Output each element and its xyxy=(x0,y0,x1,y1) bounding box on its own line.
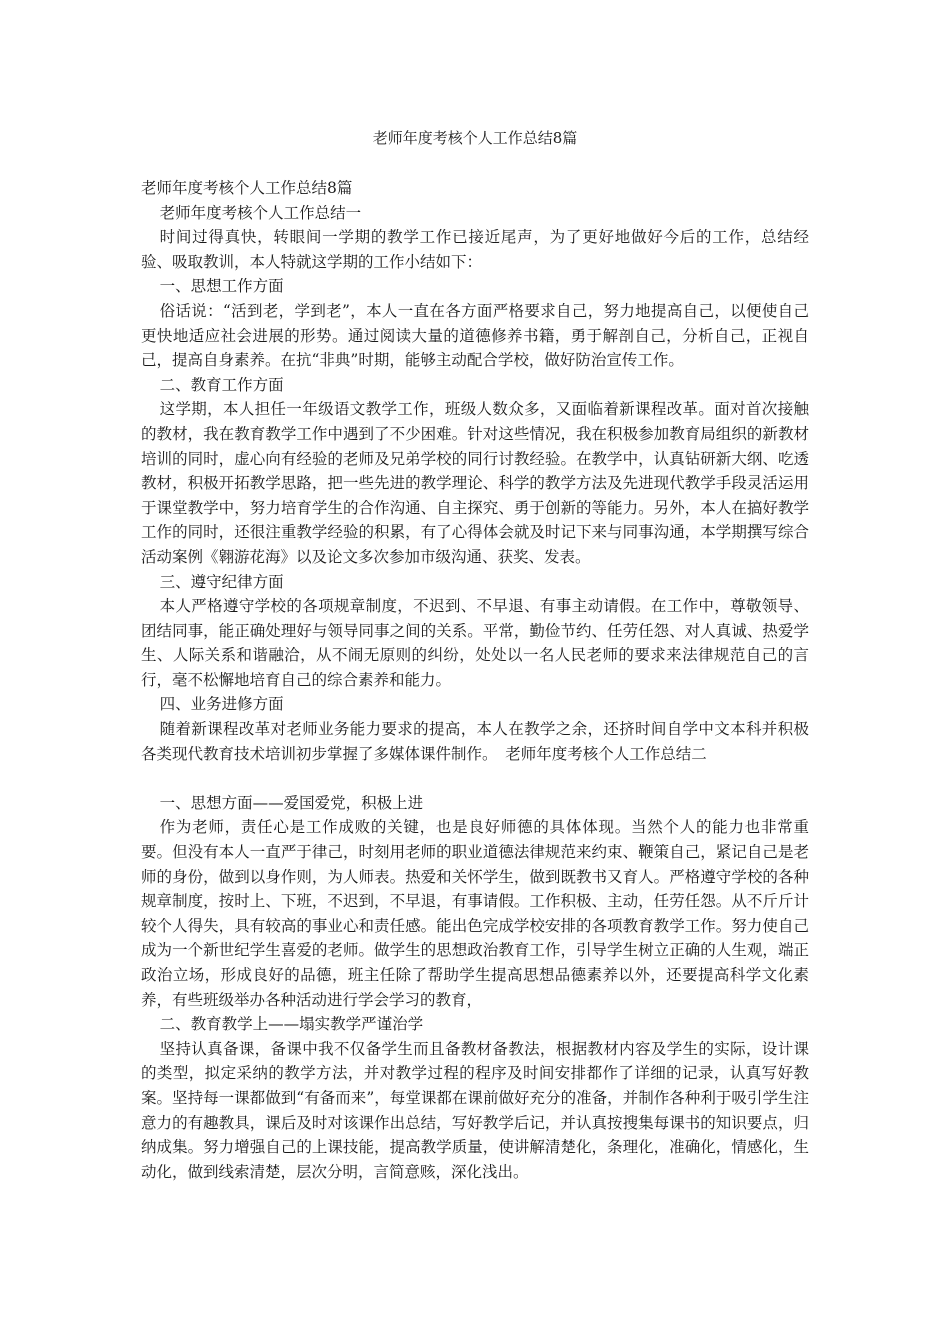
section-heading: 二、教育工作方面 xyxy=(159,375,284,394)
section-heading: 一、思想工作方面 xyxy=(159,277,284,296)
part-two-section-paragraph: 坚持认真备课，备课中我不仅备学生而且备教材备教法，根据教材内容及学生的实际，设计课的类型，拟定采纳的教学方法，并对教学过程的程序及时间安排都作了详细的记录，认真写好教案。坚持每一课都做到“有备而来”，每堂课都在课前做好充分的准备，并制作各种利于吸引学生注意力的有趣教具，课后及时对该课作出总结，写好教学后记，并认真按搜集每课书的知识要点，归纳成集。努力增强自己的上课技能，提高教学质量，使讲解清楚化，条理化，准确化，情感化，生动化，做到线索清楚，层次分明，言简意赅，深化浅出。 xyxy=(141,1039,809,1181)
section-paragraph: 这学期，本人担任一年级语文教学工作，班级人数众多，又面临着新课程改革。面对首次接触的教材，我在教育教学工作中遇到了不少困难。针对这些情况，我在积极参加教育局组织的新教材培训的同时，虚心向有经验的老师及兄弟学校的同行讨教经验。在教学中，认真钻研新大纲、吃透教材，积极开拓教学思路，把一些先进的教学理论、科学的教学方法及先进现代教学手段灵活运用于课堂教学中，努力培育学生的合作沟通、自主探究、勇于创新的等能力。另外，本人在搞好教学工作的同时，还很注重教学经验的积累，有了心得体会就及时记下来与同事沟通，本学期撰写综合活动案例《翱游花海》以及论文多次参加市级沟通、获奖、发表。 xyxy=(141,400,809,566)
part-two-section-heading: 一、思想方面——爱国爱党，积极上进 xyxy=(159,793,424,812)
part-two-section-paragraph: 作为老师，责任心是工作成败的关键，也是良好师德的具体体现。当然个人的能力也非常重要。但没有本人一直严于律己，时刻用老师的职业道德法律规范来约束、鞭策自己，紧记自己是老师的身份，做到以身作则，为人师表。热爱和关怀学生，做到既教书又育人。严格遵守学校的各种规章制度，按时上、下班，不迟到，不早退，有事请假。工作积极、主动，任劳任怨。从不斤斤计较个人得失，具有较高的事业心和责任感。能出色完成学校安排的各项教育教学工作。努力使自己成为一个新世纪学生喜爱的老师。做学生的思想政治教育工作，引导学生树立正确的人生观，端正政治立场，形成良好的品德，班主任除了帮助学生提高思想品德素养以外，还要提高科学文化素养，有些班级举办各种活动进行学会学习的教育， xyxy=(141,818,809,1009)
section-heading: 三、遵守纪律方面 xyxy=(159,572,284,591)
part-one-title: 老师年度考核个人工作总结一 xyxy=(159,203,362,222)
document-title: 老师年度考核个人工作总结8篇 xyxy=(372,129,578,147)
section-paragraph: 随着新课程改革对老师业务能力要求的提高，本人在教学之余，还挤时间自学中文本科并积极各类现代教育技术培训初步掌握了多媒体课件制作。 老师年度考核个人工作总结二 xyxy=(141,720,809,763)
part-two-section-heading: 二、教育教学上——塌实教学严谨治学 xyxy=(159,1015,424,1034)
spacer xyxy=(141,766,809,791)
intro-paragraph: 时间过得真快，转眼间一学期的教学工作已接近尾声，为了更好地做好今后的工作，总结经验、吸取教训，本人特就这学期的工作小结如下： xyxy=(141,228,809,271)
section-paragraph: 俗话说：“活到老，学到老”，本人一直在各方面严格要求自己，努力地提高自己，以便使自己更快地适应社会进展的形势。通过阅读大量的道德修养书籍，勇于解剖自己，分析自己，正视自己，提高自身素养。在抗“非典”时期，能够主动配合学校，做好防治宣传工作。 xyxy=(141,301,809,370)
document-body xyxy=(141,176,809,1184)
intro-title: 老师年度考核个人工作总结8篇 xyxy=(141,179,353,197)
section-heading: 四、业务进修方面 xyxy=(159,695,284,714)
section-paragraph: 本人严格遵守学校的各项规章制度，不迟到、不早退、有事主动请假。在工作中，尊敬领导、团结同事，能正确处理好与领导同事之间的关系。平常，勤俭节约、任劳任怨、对人真诚、热爱学生、人际关系和谐融洽，从不闹无原则的纠纷，处处以一名人民老师的要求来法律规范自己的言行，毫不松懈地培育自己的综合素养和能力。 xyxy=(141,597,809,689)
